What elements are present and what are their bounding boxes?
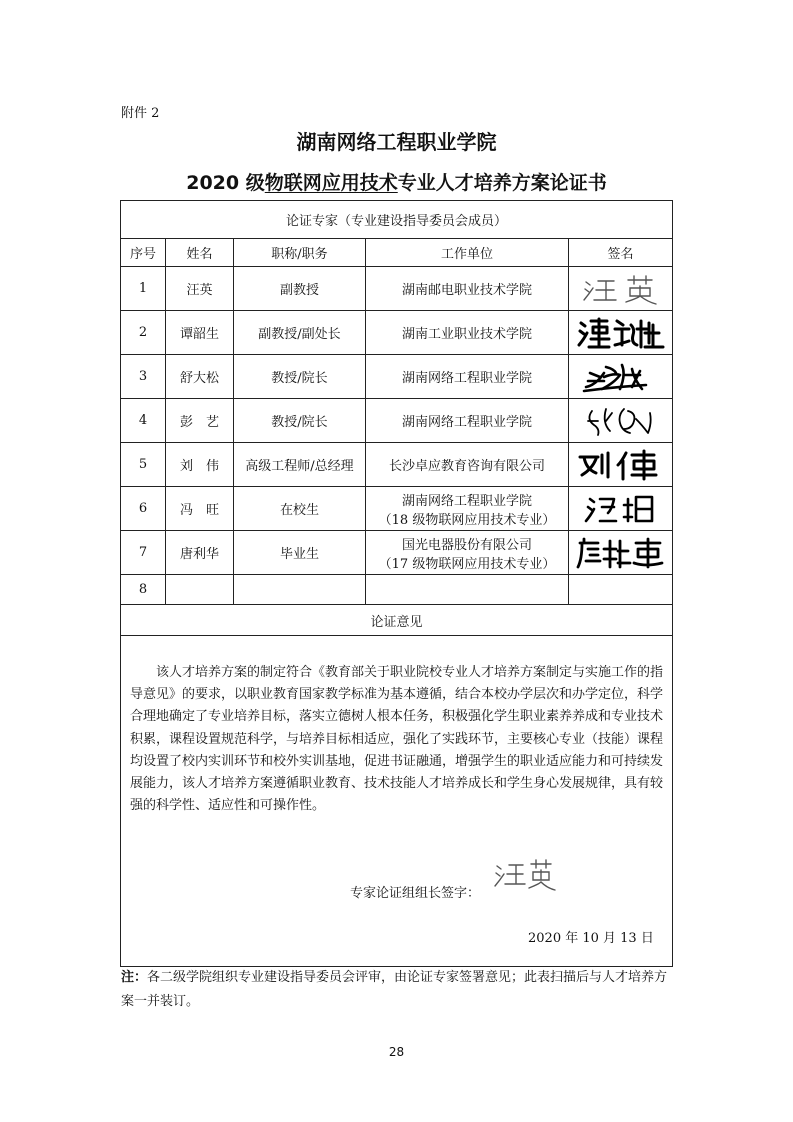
- table-row: [121, 531, 673, 575]
- document-subtitle: [0, 168, 793, 195]
- handwritten-signature: [574, 447, 668, 483]
- row-unit: 长沙卓应教育咨询有限公司: [366, 443, 569, 487]
- row-title: 高级工程师/总经理: [234, 443, 366, 487]
- row-no: 1: [121, 267, 166, 311]
- row-name: 汪英: [166, 267, 234, 311]
- header-signature: 签名: [569, 239, 673, 267]
- row-unit-note: （18 级物联网应用技术专业）: [378, 512, 556, 528]
- header-name: 姓名: [166, 239, 234, 267]
- table-row: [121, 267, 673, 311]
- row-name: 彭 艺: [166, 399, 234, 443]
- row-title: 毕业生: [234, 531, 366, 575]
- table-row: [121, 399, 673, 443]
- opinion-text: 该人才培养方案的制定符合《教育部关于职业院校专业人才培养方案制定与实施工作的指导意见》的要求，以职业教育国家教学标准为基本遵循，结合本校办学层次和办学定位，科学合理地确定了专业培养目标，落实立德树人根本任务，积极强化学生职业素养养成和专业技术积累，课程设置规范科学，与培养目标相适应，强化了实践环节，主要核心专业（技能）课程均设置了校内实训环节和校外实训基地，促进书证融通，增强学生的职业适应能力和可持续发展能力，该人才培养方案遵循职业教育、技术技能人才培养成长和学生身心发展规律，具有较强的科学性、适应性和可操作性。: [130, 665, 664, 814]
- row-name: 冯 旺: [166, 487, 234, 531]
- row-no: 6: [121, 487, 166, 531]
- opinion-section-title: 论证意见: [121, 605, 673, 636]
- row-name: 谭韶生: [166, 311, 234, 355]
- handwritten-signature: [574, 535, 668, 571]
- row-unit: 湖南网络工程职业学院: [401, 493, 532, 509]
- row-title: [234, 575, 366, 605]
- row-unit: 国光电器股份有限公司: [401, 537, 532, 553]
- attachment-label: 附件 2: [121, 106, 160, 121]
- row-title: 副教授/副处长: [234, 311, 366, 355]
- table-row: [121, 575, 673, 605]
- page-number: 28: [388, 1045, 405, 1059]
- handwritten-signature: [576, 491, 666, 527]
- row-title: 在校生: [234, 487, 366, 531]
- certification-table: [120, 200, 673, 967]
- table-row: [121, 355, 673, 399]
- signature-cell: [569, 487, 673, 531]
- row-unit: 湖南邮电职业技术学院: [366, 267, 569, 311]
- row-unit: 湖南工业职业技术学院: [366, 311, 569, 355]
- table-header-row: [121, 239, 673, 267]
- signature-cell: [569, 311, 673, 355]
- subtitle-prefix: 2020 级: [186, 172, 265, 194]
- row-unit-cell: [366, 487, 569, 531]
- row-name: 舒大松: [166, 355, 234, 399]
- table-row: [121, 487, 673, 531]
- header-no: 序号: [121, 239, 166, 267]
- row-no: 5: [121, 443, 166, 487]
- row-name: [166, 575, 234, 605]
- row-unit: [366, 575, 569, 605]
- subtitle-major: 物联网应用技术: [264, 172, 398, 194]
- signature-cell: [569, 267, 673, 311]
- row-no: 8: [121, 575, 166, 605]
- signature-cell: [569, 531, 673, 575]
- signing-date: 2020 年 10 月 13 日: [528, 931, 654, 946]
- row-no: 7: [121, 531, 166, 575]
- footnote-text: 各二级学院组织专业建设指导委员会评审，由论证专家签署意见；此表扫描后与人才培养方案一并装订。: [121, 970, 668, 1009]
- header-unit: 工作单位: [366, 239, 569, 267]
- opinion-cell: [121, 636, 673, 967]
- signature-cell: [569, 443, 673, 487]
- row-title: 副教授: [234, 267, 366, 311]
- footnote: [121, 966, 676, 1014]
- row-title: 教授/院长: [234, 355, 366, 399]
- table-row: [121, 311, 673, 355]
- row-name: 刘 伟: [166, 443, 234, 487]
- row-no: 2: [121, 311, 166, 355]
- handwritten-signature: [576, 359, 666, 395]
- leader-signature-label: 专家论证组组长签字：: [350, 886, 481, 901]
- signature-cell: [569, 355, 673, 399]
- signature-cell: [569, 575, 673, 605]
- row-no: 4: [121, 399, 166, 443]
- handwritten-signature: [576, 272, 666, 306]
- experts-section-title: 论证专家（专业建设指导委员会成员）: [121, 201, 673, 239]
- row-unit-note: （17 级物联网应用技术专业）: [378, 556, 556, 572]
- signature-cell: [569, 399, 673, 443]
- footnote-label: 注：: [121, 970, 148, 985]
- row-unit-cell: [366, 531, 569, 575]
- handwritten-signature: [576, 403, 666, 439]
- row-unit: 湖南网络工程职业学院: [366, 399, 569, 443]
- handwritten-signature: [575, 315, 667, 351]
- row-name: 唐利华: [166, 531, 234, 575]
- row-unit: 湖南网络工程职业学院: [366, 355, 569, 399]
- row-no: 3: [121, 355, 166, 399]
- handwritten-signature: [491, 858, 557, 892]
- document-title: 湖南网络工程职业学院: [296, 130, 497, 154]
- table-row: [121, 443, 673, 487]
- row-title: 教授/院长: [234, 399, 366, 443]
- header-title: 职称/职务: [234, 239, 366, 267]
- subtitle-suffix: 专业人才培养方案论证书: [397, 172, 607, 194]
